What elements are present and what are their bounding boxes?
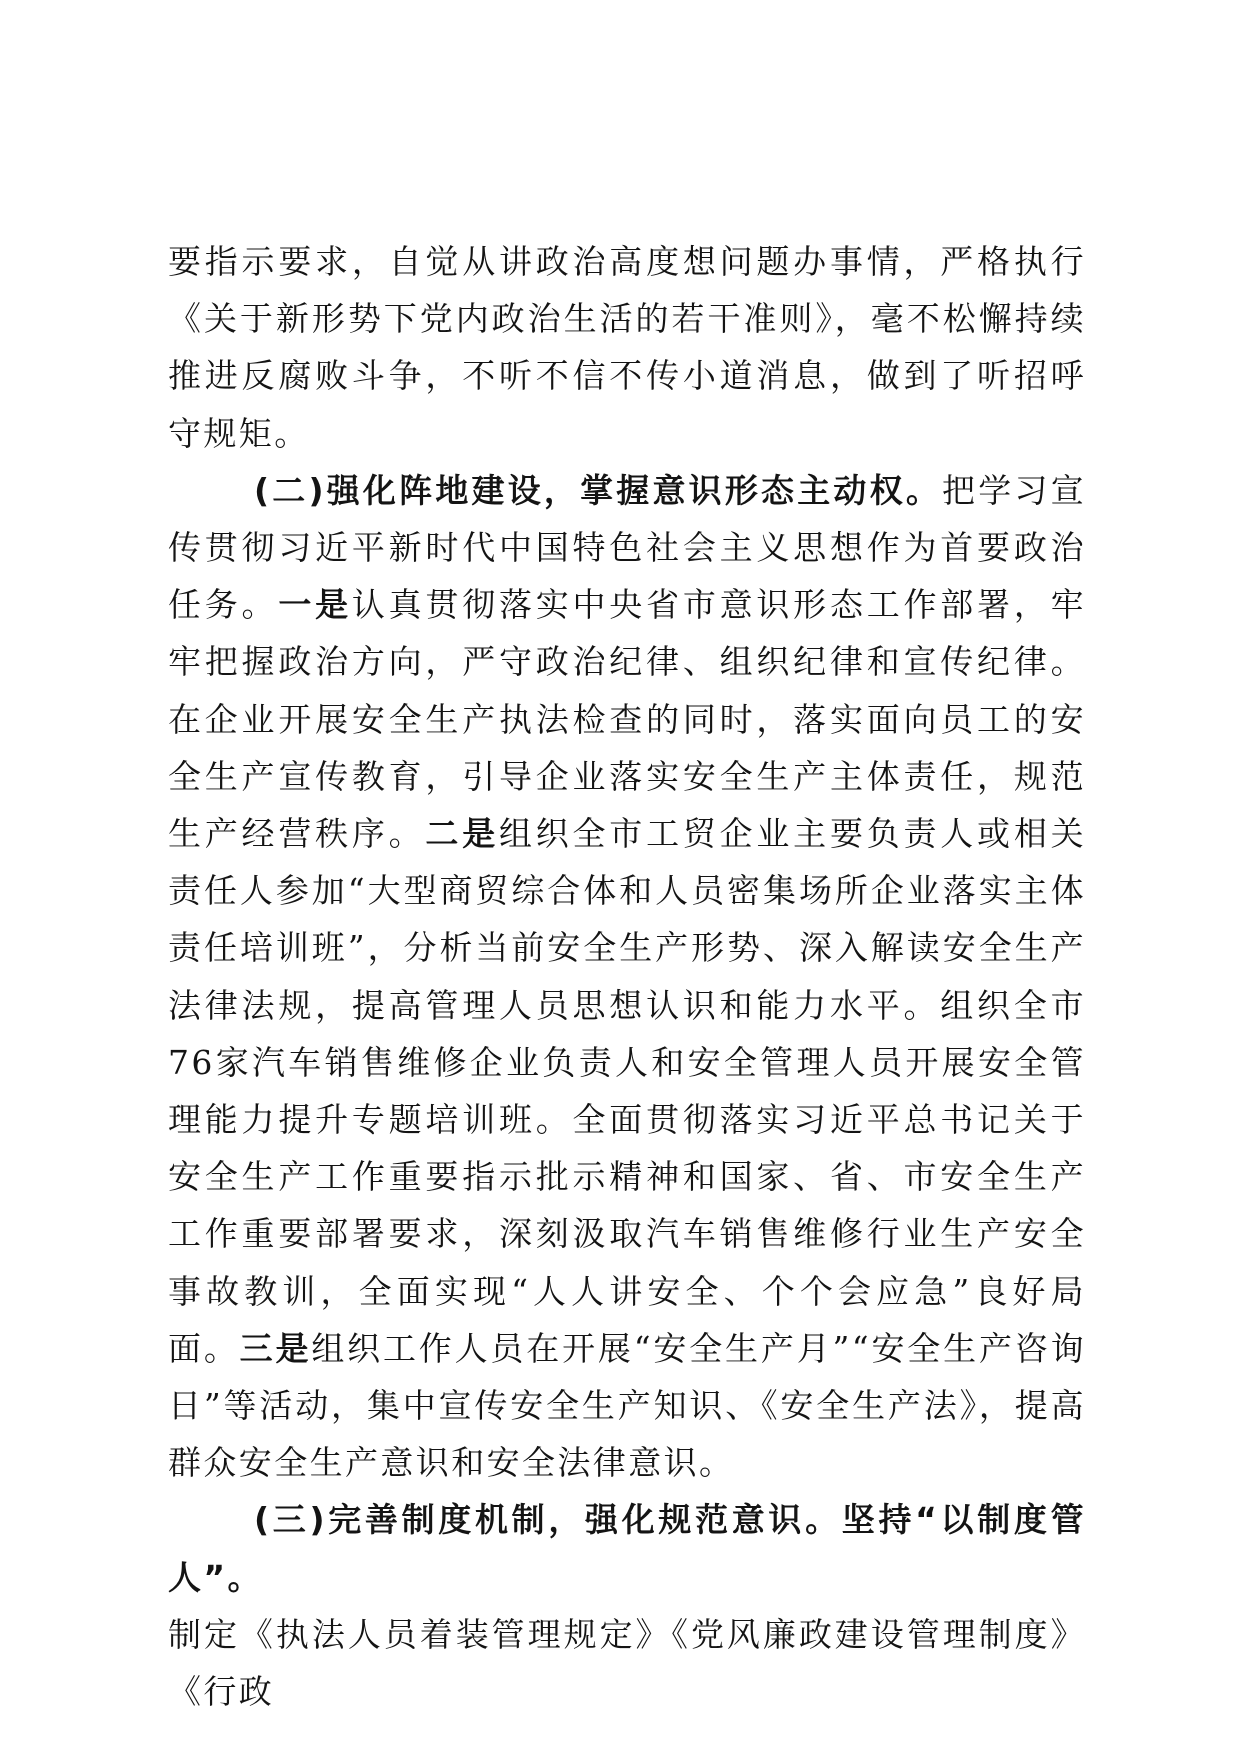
section-heading-two: (二)强化阵地建设，掌握意识形态主动权。 bbox=[254, 470, 943, 510]
document-body bbox=[168, 233, 1086, 1720]
paragraph-section-two bbox=[168, 462, 1086, 1492]
section-heading-three: (三)完善制度机制，强化规范意识。坚持“以制度管人”。 bbox=[168, 1500, 1086, 1597]
paragraph-text: 把学习宣传贯彻习近平新时代中国特色社会主义思想作为首要政治任务。 bbox=[168, 470, 1086, 625]
paragraph-text: 制定《执法人员着装管理规定》《党风廉政建设管理制度》《行政 bbox=[168, 1614, 1086, 1712]
point-marker-one: 一是 bbox=[278, 585, 352, 625]
paragraph-continuation bbox=[168, 233, 1086, 462]
paragraph-text: 认真贯彻落实中央省市意识形态工作部署，牢牢把握政治方向，严守政治纪律、组织纪律和宣传纪律。在企业开展安全生产执法检查的同时，落实面向员工的安全生产宣传教育，引导企业落实安全生产主体责任，规范生产经营秩序。 bbox=[168, 585, 1087, 854]
point-marker-two: 二是 bbox=[425, 814, 499, 854]
paragraph-text: 组织工作人员在开展“安全生产月”“安全生产咨询日”等活动，集中宣传安全生产知识、《安全生产法》，提高群众安全生产意识和安全法律意识。 bbox=[168, 1328, 1086, 1483]
paragraph-section-three-body bbox=[168, 1606, 1086, 1720]
paragraph-section-three bbox=[168, 1491, 1086, 1605]
paragraph-text: 组织全市工贸企业主要负责人或相关责任人参加“大型商贸综合体和人员密集场所企业落实主体责任培训班”，分析当前安全生产形势、深入解读安全生产法律法规，提高管理人员思想认识和能力水平。组织全市76家汽车销售维修企业负责人和安全管理人员开展安全管理能力提升专题培训班。全面贯彻落实习近平总书记关于安全生产工作重要指示批示精神和国家、省、市安全生产工作重要部署要求，深刻汲取汽车销售维修行业生产安全事故教训，全面实现“人人讲安全、个个会应急”良好局面。 bbox=[168, 814, 1086, 1368]
paragraph-text: 要指示要求，自觉从讲政治高度想问题办事情，严格执行《关于新形势下党内政治生活的若干准则》，毫不松懈持续推进反腐败斗争，不听不信不传小道消息，做到了听招呼守规矩。 bbox=[168, 242, 1086, 453]
point-marker-three: 三是 bbox=[239, 1328, 312, 1368]
